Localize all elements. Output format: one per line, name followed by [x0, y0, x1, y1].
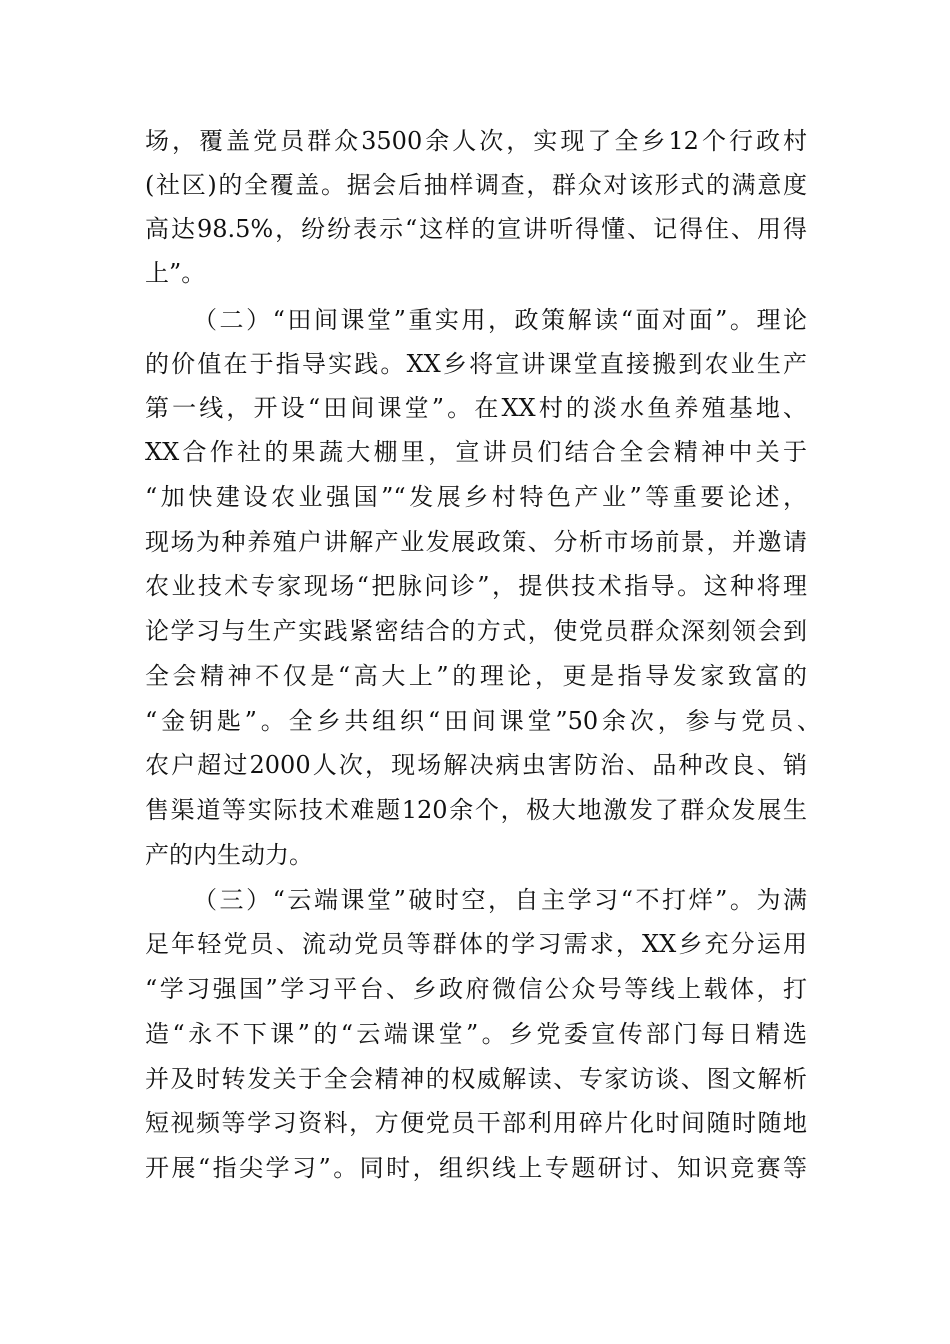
text-line-9: “加快建设农业强国”“发展乡村特色产业”等重要论述，: [145, 483, 807, 511]
text-line-21: 造“永不下课”的“云端课堂”。乡党委宣传部门每日精选: [145, 1020, 807, 1048]
text-line-22: 并及时转发关于全会精神的权威解读、专家访谈、图文解析: [145, 1065, 807, 1093]
text-line-12: 论学习与生产实践紧密结合的方式，使党员群众深刻领会到: [145, 617, 807, 645]
text-line-6: 的价值在于指导实践。XX乡将宣讲课堂直接搬到农业生产: [145, 350, 807, 378]
text-line-13: 全会精神不仅是“高大上”的理论，更是指导发家致富的: [145, 662, 807, 690]
text-line-19: 足年轻党员、流动党员等群体的学习需求，XX乡充分运用: [145, 930, 807, 958]
section-heading-2: （二）“田间课堂”重实用，政策解读“面对面”。理论: [193, 306, 807, 334]
section-heading-3: （三）“云端课堂”破时空，自主学习“不打烊”。为满: [193, 886, 807, 914]
text-line-20: “学习强国”学习平台、乡政府微信公众号等线上载体，打: [145, 975, 807, 1003]
text-line-10: 现场为种养殖户讲解产业发展政策、分析市场前景，并邀请: [145, 528, 807, 556]
text-line-15: 农户超过2000人次，现场解决病虫害防治、品种改良、销: [145, 751, 807, 779]
text-line-7: 第一线，开设“田间课堂”。在XX村的淡水鱼养殖基地、: [145, 394, 807, 422]
text-line-4: 上”。: [145, 259, 206, 287]
text-line-11: 农业技术专家现场“把脉问诊”，提供技术指导。这种将理: [145, 572, 807, 600]
text-line-16: 售渠道等实际技术难题120余个，极大地激发了群众发展生: [145, 796, 807, 824]
text-line-1: 场，覆盖党员群众3500余人次，实现了全乡12个行政村: [145, 127, 807, 155]
text-line-2: (社区)的全覆盖。据会后抽样调查，群众对该形式的满意度: [145, 171, 807, 199]
text-line-23: 短视频等学习资料，方便党员干部利用碎片化时间随时随地: [145, 1109, 807, 1137]
text-line-14: “金钥匙”。全乡共组织“田间课堂”50余次，参与党员、: [145, 707, 821, 735]
text-line-3: 高达98.5%，纷纷表示“这样的宣讲听得懂、记得住、用得: [145, 215, 807, 243]
text-line-24: 开展“指尖学习”。同时，组织线上专题研讨、知识竞赛等: [145, 1154, 807, 1182]
text-line-17: 产的内生动力。: [145, 841, 313, 869]
text-line-8: XX合作社的果蔬大棚里，宣讲员们结合全会精神中关于: [145, 438, 807, 466]
